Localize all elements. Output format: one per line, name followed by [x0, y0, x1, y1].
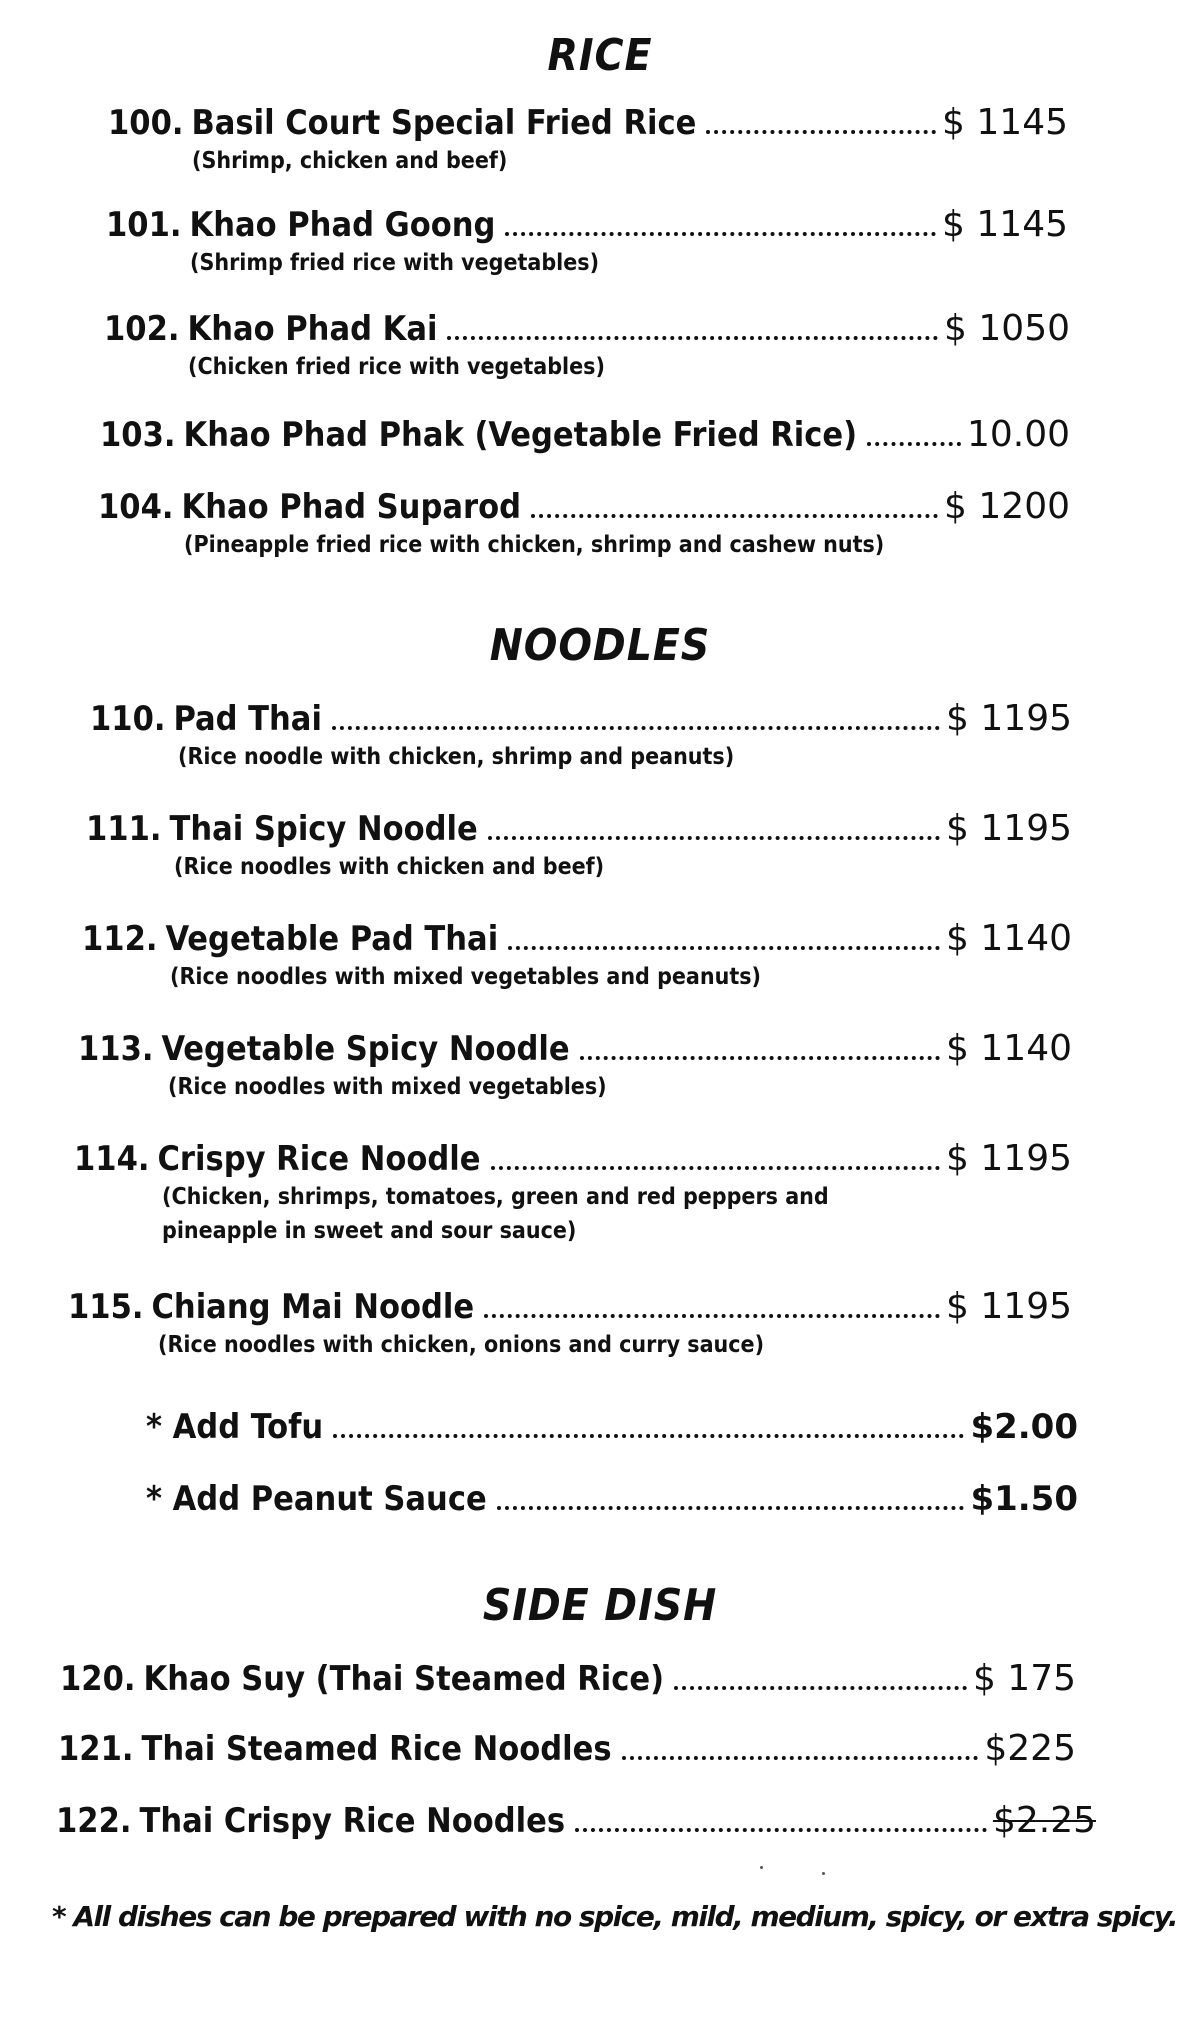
item-number: 114. — [74, 1139, 150, 1179]
menu-item-122 — [56, 1800, 1096, 1842]
dot-leader — [505, 232, 936, 236]
item-price: $ 1195 — [946, 808, 1072, 849]
addon-peanut-sauce — [146, 1478, 1078, 1520]
dot-leader — [580, 1056, 940, 1060]
section-title-rice: RICE — [547, 30, 653, 81]
dot-leader — [575, 1828, 987, 1832]
spice-level-footnote: * All dishes can be prepared with no spice, mild, medium, spicy, or extra spicy. — [52, 1900, 1178, 1933]
dot-leader — [488, 836, 940, 840]
menu-item-115 — [68, 1286, 1072, 1362]
menu-item-114 — [74, 1138, 1072, 1248]
item-number: 110. — [90, 699, 166, 739]
item-name: Khao Suy (Thai Steamed Rice) — [143, 1659, 665, 1699]
item-name: Khao Phad Kai — [187, 309, 438, 349]
item-description: (Shrimp, chicken and beef) — [192, 148, 508, 174]
item-number: 111. — [86, 809, 162, 849]
dot-leader — [674, 1686, 967, 1690]
item-price: $225 — [984, 1728, 1076, 1769]
item-number: 112. — [82, 919, 158, 959]
section-title-side-dish: SIDE DISH — [482, 1580, 718, 1631]
menu-item-110 — [90, 698, 1072, 774]
item-number: 102. — [104, 309, 180, 349]
item-price: $ 1195 — [946, 698, 1072, 739]
menu-item-111 — [86, 808, 1072, 884]
item-price: $ 1145 — [942, 204, 1068, 245]
dot-leader — [333, 1434, 964, 1438]
item-name: Khao Phad Phak (Vegetable Fried Rice) — [183, 415, 858, 455]
item-number: 120. — [60, 1659, 136, 1699]
menu-item-101 — [106, 204, 1068, 280]
item-description: (Shrimp fried rice with vegetables) — [190, 250, 600, 276]
addon-price: $2.00 — [970, 1407, 1078, 1447]
dot-leader — [447, 336, 938, 340]
menu-item-113 — [78, 1028, 1072, 1104]
item-price: $ 175 — [972, 1658, 1076, 1699]
item-description: (Rice noodle with chicken, shrimp and peanuts) — [178, 744, 735, 770]
item-name: Vegetable Spicy Noodle — [161, 1029, 570, 1069]
item-name: Chiang Mai Noodle — [151, 1287, 475, 1327]
item-name: Khao Phad Goong — [189, 205, 496, 245]
item-number: 100. — [108, 103, 184, 143]
dot-leader — [706, 130, 936, 134]
menu-item-120 — [60, 1658, 1076, 1700]
item-name: Pad Thai — [173, 699, 322, 739]
menu-item-100 — [108, 102, 1068, 178]
item-price: $ 1195 — [946, 1138, 1072, 1179]
item-name: Crispy Rice Noodle — [157, 1139, 481, 1179]
item-price: $ 1050 — [944, 308, 1070, 349]
item-price: 10.00 — [966, 414, 1070, 455]
scan-speck — [760, 1866, 763, 1869]
item-price: $2.25 — [992, 1800, 1096, 1841]
menu-item-121 — [58, 1728, 1076, 1770]
dot-leader — [484, 1314, 940, 1318]
item-description-continued: pineapple in sweet and sour sauce) — [162, 1218, 577, 1244]
item-description: (Rice noodles with chicken and beef) — [174, 854, 605, 880]
item-name: Vegetable Pad Thai — [165, 919, 499, 959]
dot-leader — [491, 1166, 941, 1170]
item-name: Thai Steamed Rice Noodles — [141, 1729, 612, 1769]
dot-leader — [332, 726, 940, 730]
menu-item-103 — [100, 414, 1070, 456]
item-description: (Chicken fried rice with vegetables) — [188, 354, 605, 380]
dot-leader — [867, 442, 961, 446]
section-title-noodles: NOODLES — [489, 620, 711, 671]
item-price: $ 1140 — [946, 1028, 1072, 1069]
dot-leader — [497, 1506, 965, 1510]
item-description: (Pineapple fried rice with chicken, shrimp and cashew nuts) — [184, 532, 885, 558]
menu-item-104 — [98, 486, 1070, 562]
item-name: Khao Phad Suparod — [181, 487, 521, 527]
addon-name: * Add Peanut Sauce — [146, 1479, 487, 1519]
dot-leader — [531, 514, 938, 518]
item-name: Thai Crispy Rice Noodles — [139, 1801, 566, 1841]
item-number: 115. — [68, 1287, 144, 1327]
item-price: $ 1195 — [946, 1286, 1072, 1327]
addon-name: * Add Tofu — [146, 1407, 324, 1447]
item-name: Thai Spicy Noodle — [169, 809, 478, 849]
item-number: 121. — [58, 1729, 134, 1769]
item-price: $ 1145 — [942, 102, 1068, 143]
item-name: Basil Court Special Fried Rice — [191, 103, 697, 143]
item-price: $ 1200 — [944, 486, 1070, 527]
menu-item-102 — [104, 308, 1070, 384]
menu-item-112 — [82, 918, 1072, 994]
addon-tofu — [146, 1406, 1078, 1448]
item-description: (Chicken, shrimps, tomatoes, green and red peppers and — [162, 1184, 829, 1210]
item-number: 113. — [78, 1029, 154, 1069]
item-number: 103. — [100, 415, 176, 455]
scan-speck — [822, 1872, 825, 1875]
item-description: (Rice noodles with mixed vegetables and peanuts) — [170, 964, 762, 990]
addon-price: $1.50 — [970, 1479, 1078, 1519]
item-description: (Rice noodles with chicken, onions and curry sauce) — [158, 1332, 765, 1358]
item-price: $ 1140 — [946, 918, 1072, 959]
item-number: 101. — [106, 205, 182, 245]
dot-leader — [508, 946, 940, 950]
dot-leader — [622, 1756, 979, 1760]
item-description: (Rice noodles with mixed vegetables) — [168, 1074, 607, 1100]
item-number: 104. — [98, 487, 174, 527]
item-number: 122. — [56, 1801, 132, 1841]
